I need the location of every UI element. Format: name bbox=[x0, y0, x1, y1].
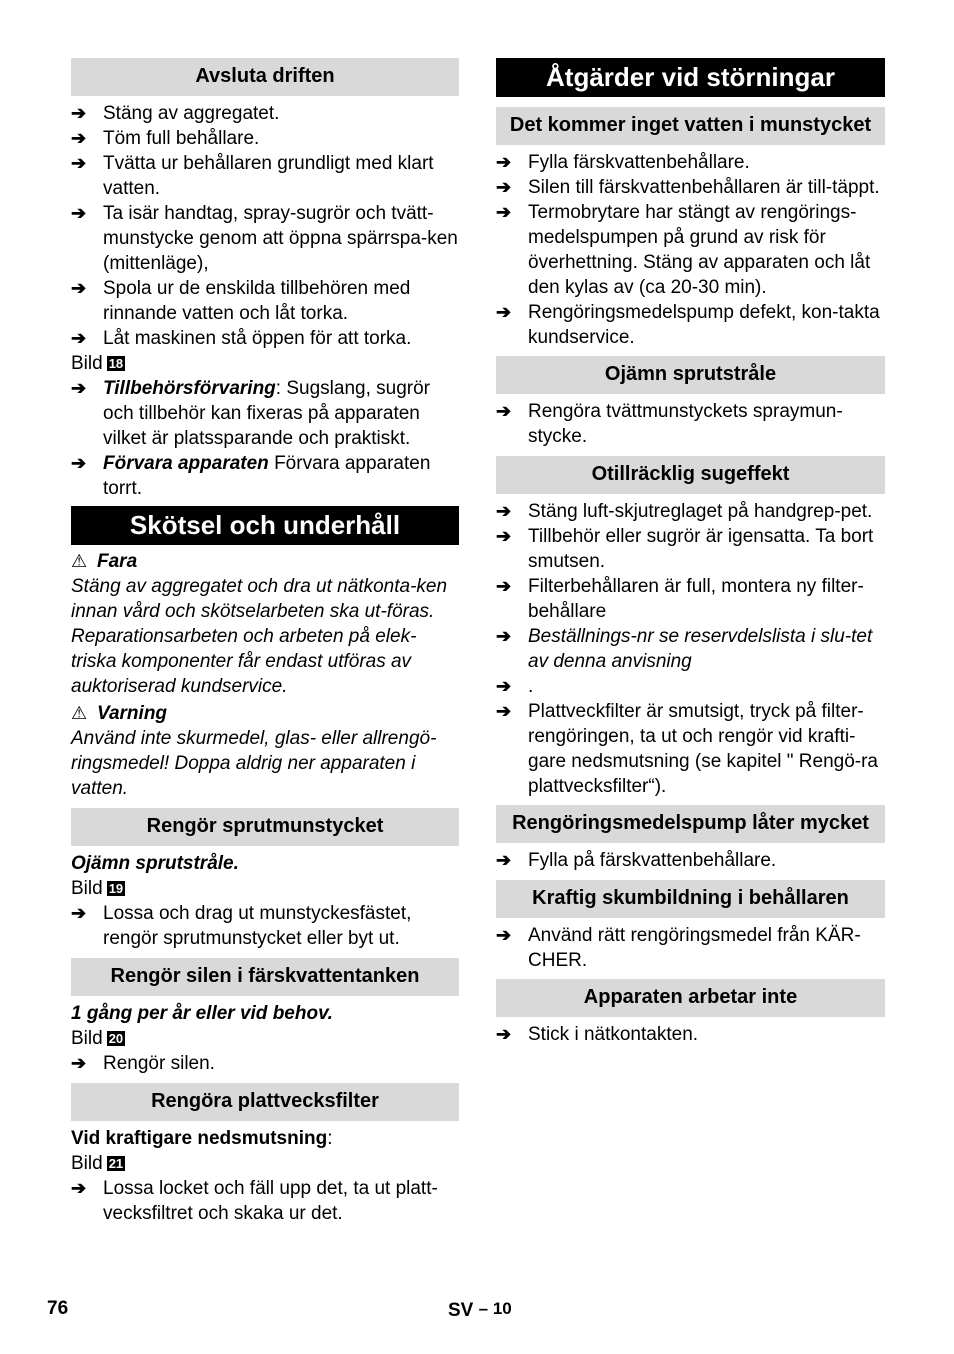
condition-label: Ojämn sprutstråle. bbox=[71, 853, 239, 874]
condition-label: 1 gång per år eller vid behov. bbox=[71, 1003, 333, 1024]
danger-text: Stäng av aggregatet och dra ut nätkonta-ken innan vård och skötselarbeten ska ut-föras. bbox=[71, 576, 448, 622]
arrow-right-icon: ➔ bbox=[496, 626, 512, 646]
arrow-right-icon: ➔ bbox=[71, 378, 87, 398]
heading-atgarder: Åtgärder vid störningar bbox=[496, 58, 885, 97]
heading-otillracklig-sugeffekt: Otillräcklig sugeffekt bbox=[496, 456, 885, 494]
list-item: ➔ Tillbehörsförvaring: Sugslang, sugrör och tillbehör kan fixeras på apparaten vilket är platssparande och praktiskt. bbox=[71, 378, 430, 449]
heading-ojamn-sprutstrale: Ojämn sprutstråle bbox=[496, 356, 885, 394]
arrow-right-icon: ➔ bbox=[71, 328, 87, 348]
list-item: ➔ Lossa och drag ut munstyckesfästet, rengör sprutmunstycket eller byt ut. bbox=[71, 903, 412, 949]
arrow-right-icon: ➔ bbox=[71, 128, 87, 148]
danger-label: ⚠ Fara bbox=[71, 551, 138, 572]
list-item: ➔ Rengör silen. bbox=[71, 1053, 215, 1074]
arrow-right-icon: ➔ bbox=[496, 676, 512, 696]
warning-triangle-icon: ⚠ bbox=[71, 703, 88, 723]
arrow-right-icon: ➔ bbox=[496, 177, 512, 197]
arrow-right-icon: ➔ bbox=[496, 202, 512, 222]
arrow-right-icon: ➔ bbox=[496, 925, 512, 945]
figure-ref: Bild 18 bbox=[71, 353, 124, 374]
figure-ref: Bild 19 bbox=[71, 878, 124, 899]
heading-pump-later-mycket: Rengöringsmedelspump låter mycket bbox=[496, 805, 885, 843]
arrow-right-icon: ➔ bbox=[71, 903, 87, 923]
list-item: ➔ Lossa locket och fäll upp det, ta ut platt-vecksfiltret och skaka ur det. bbox=[71, 1178, 438, 1224]
list-item: ➔ Silen till färskvattenbehållaren är till-täppt. bbox=[496, 177, 880, 198]
heading-rengora-plattvecksfilter: Rengöra plattvecksfilter bbox=[71, 1083, 459, 1121]
list-item: ➔ Filterbehållaren är full, montera ny filter-behållare bbox=[496, 576, 864, 622]
arrow-right-icon: ➔ bbox=[496, 701, 512, 721]
heading-kraftig-skumbildning: Kraftig skumbildning i behållaren bbox=[496, 880, 885, 918]
heading-inget-vatten: Det kommer inget vatten i munstycket bbox=[496, 107, 885, 145]
right-column bbox=[496, 58, 885, 1047]
arrow-right-icon: ➔ bbox=[496, 526, 512, 546]
footer-section: SV – 10 bbox=[448, 1299, 512, 1321]
list-item: ➔ Beställnings-nr se reservdelslista i slu-tet av denna anvisning bbox=[496, 626, 873, 672]
figure-ref: Bild 20 bbox=[71, 1028, 124, 1049]
left-column bbox=[71, 58, 459, 1226]
arrow-right-icon: ➔ bbox=[71, 453, 87, 473]
heading-rengor-sprutmunstycket: Rengör sprutmunstycket bbox=[71, 808, 459, 846]
list-item: ➔ Tvätta ur behållaren grundligt med klart vatten. bbox=[71, 153, 434, 199]
list-item: ➔ Tillbehör eller sugrör är igensatta. Ta bort smutsen. bbox=[496, 526, 874, 572]
list-item: ➔ Töm full behållare. bbox=[71, 128, 260, 149]
list-item: ➔ Spola ur de enskilda tillbehören med rinnande vatten och låt torka. bbox=[71, 278, 411, 324]
arrow-right-icon: ➔ bbox=[496, 576, 512, 596]
list-item: ➔ Låt maskinen stå öppen för att torka. bbox=[71, 328, 412, 349]
arrow-right-icon: ➔ bbox=[71, 1178, 87, 1198]
arrow-right-icon: ➔ bbox=[71, 278, 87, 298]
arrow-right-icon: ➔ bbox=[496, 152, 512, 172]
list-item: ➔ Rengöra tvättmunstyckets spraymun-stycke. bbox=[496, 401, 843, 447]
condition-label: Vid kraftigare nedsmutsning: bbox=[71, 1128, 333, 1149]
list-item: ➔ Rengöringsmedelspump defekt, kon-takta kundservice. bbox=[496, 302, 880, 348]
heading-avsluta-driften: Avsluta driften bbox=[71, 58, 459, 96]
list-item: ➔ Stäng av aggregatet. bbox=[71, 103, 280, 124]
arrow-right-icon: ➔ bbox=[71, 103, 87, 123]
page-number: 76 bbox=[47, 1298, 69, 1319]
list-item: ➔ Termobrytare har stängt av rengörings-medelspumpen på grund av risk för överhettning. Stäng av apparaten och låt den kylas av (ca 20-30 min). bbox=[496, 202, 871, 298]
list-item: ➔ . bbox=[496, 676, 534, 697]
list-item: ➔ Ta isär handtag, spray-sugrör och tvätt-munstycke genom att öppna spärrspa-ken (mittenläge), bbox=[71, 203, 458, 274]
arrow-right-icon: ➔ bbox=[496, 302, 512, 322]
figure-number-badge: 21 bbox=[108, 1156, 124, 1171]
heading-skotsel: Skötsel och underhåll bbox=[71, 506, 459, 545]
arrow-right-icon: ➔ bbox=[71, 203, 87, 223]
danger-text: Reparationsarbeten och arbeten på elek-triska komponenter får endast utföras av auktoriserad kundservice. bbox=[71, 626, 417, 697]
arrow-right-icon: ➔ bbox=[71, 153, 87, 173]
arrow-right-icon: ➔ bbox=[496, 501, 512, 521]
arrow-right-icon: ➔ bbox=[496, 401, 512, 421]
arrow-right-icon: ➔ bbox=[496, 850, 512, 870]
figure-number-badge: 19 bbox=[108, 881, 124, 896]
list-item: ➔ Stäng luft-skjutreglaget på handgrep-pet. bbox=[496, 501, 873, 522]
heading-rengor-silen: Rengör silen i färskvattentanken bbox=[71, 958, 459, 996]
arrow-right-icon: ➔ bbox=[496, 1024, 512, 1044]
list-item: ➔ Plattveckfilter är smutsigt, tryck på filter-rengöringen, ta ut och rengör vid krafti-gare nedsmutsning (se kapitel " Rengö-ra plattvecksfilter“). bbox=[496, 701, 878, 797]
warning-triangle-icon: ⚠ bbox=[71, 551, 88, 571]
list-item: ➔ Använd rätt rengöringsmedel från KÄR-CHER. bbox=[496, 925, 861, 971]
figure-ref: Bild 21 bbox=[71, 1153, 124, 1174]
list-item: ➔ Förvara apparaten Förvara apparaten torrt. bbox=[71, 453, 431, 499]
figure-number-badge: 18 bbox=[108, 356, 124, 371]
figure-number-badge: 20 bbox=[108, 1031, 124, 1046]
list-item: ➔ Fylla färskvattenbehållare. bbox=[496, 152, 750, 173]
list-item: ➔ Fylla på färskvattenbehållare. bbox=[496, 850, 777, 871]
list-item: ➔ Stick i nätkontakten. bbox=[496, 1024, 699, 1045]
warning-text: Använd inte skurmedel, glas- eller allrengö-ringsmedel! Doppa aldrig ner apparaten i vatten. bbox=[71, 728, 437, 799]
warning-label: ⚠ Varning bbox=[71, 703, 168, 724]
heading-apparaten-arbetar-inte: Apparaten arbetar inte bbox=[496, 979, 885, 1017]
arrow-right-icon: ➔ bbox=[71, 1053, 87, 1073]
